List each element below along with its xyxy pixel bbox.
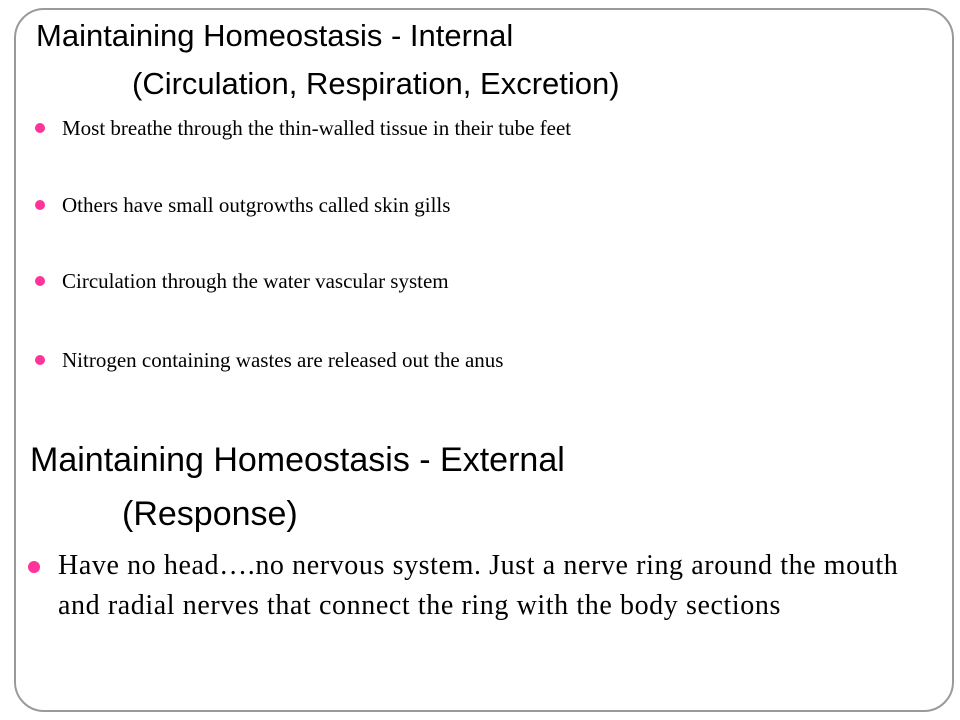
list-item bbox=[62, 192, 450, 218]
bullet-text: Nitrogen containing wastes are released out the anus bbox=[62, 348, 504, 372]
list-item bbox=[62, 115, 571, 141]
bullet-dot-icon bbox=[35, 200, 45, 210]
bullet-dot-icon bbox=[35, 276, 45, 286]
external-title: Maintaining Homeostasis - External bbox=[30, 441, 565, 479]
bullet-text: Circulation through the water vascular system bbox=[62, 269, 449, 293]
external-subtitle: (Response) bbox=[122, 495, 298, 533]
list-item bbox=[62, 347, 503, 373]
bullet-dot-icon bbox=[35, 123, 45, 133]
internal-subtitle: (Circulation, Respiration, Excretion) bbox=[132, 66, 620, 101]
bullet-text: Most breathe through the thin-walled tissue in their tube feet bbox=[62, 116, 572, 140]
bullet-text: Have no head….no nervous system. Just a nerve ring around the mouth and radial nerves that connect the ring with the body sections bbox=[58, 550, 899, 621]
bullet-dot-icon bbox=[28, 561, 40, 573]
bullet-dot-icon bbox=[35, 355, 45, 365]
list-item bbox=[58, 546, 918, 626]
internal-title: Maintaining Homeostasis - Internal bbox=[36, 18, 514, 53]
bullet-text: Others have small outgrowths called skin gills bbox=[62, 193, 451, 217]
list-item bbox=[62, 268, 449, 294]
